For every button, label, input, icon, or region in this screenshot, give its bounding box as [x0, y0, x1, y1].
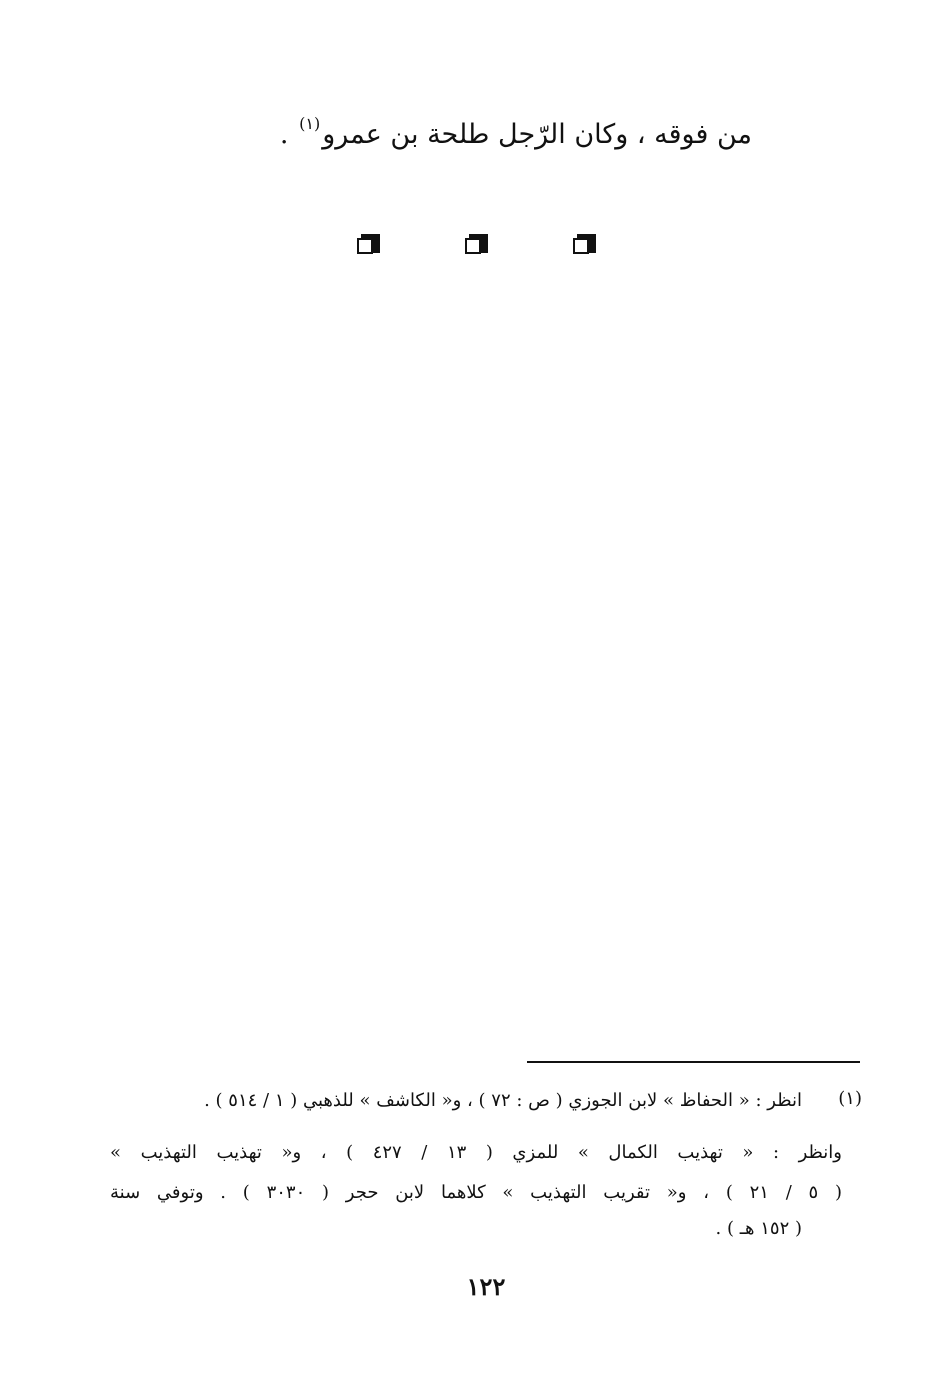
square-ornament-icon	[357, 234, 381, 258]
page-number: ١٢٢	[466, 1272, 506, 1301]
section-divider-ornaments	[357, 234, 597, 264]
body-text-end: .	[279, 119, 298, 150]
square-ornament-icon	[573, 234, 597, 258]
footnote-separator	[527, 1061, 860, 1063]
footnote-line-2: وانظر : « تهذيب الكمال » للمزي ( ١٣ / ٤٢٧ ) ، و« تهذيب التهذيب »	[110, 1142, 842, 1163]
body-text: من فوقه ، وكان الرّجل طلحة بن عمرو	[322, 119, 752, 150]
footnote-line-4: ( ١٥٢ هـ ) .	[715, 1218, 802, 1239]
footnote-line-3: ( ٥ / ٢١ ) ، و« تقريب التهذيب » كلاهما لابن حجر ( ٣٠٣٠ ) . وتوفي سنة	[110, 1182, 843, 1203]
body-text-line	[280, 100, 752, 159]
footnote-line-1: انظر : « الحفاظ » لابن الجوزي ( ص : ٧٢ ) ، و« الكاشف » للذهبي ( ١ / ٥١٤ ) .	[204, 1090, 802, 1111]
square-ornament-icon	[465, 234, 489, 258]
footnote-reference: (١)	[299, 114, 321, 133]
footnote-number: (١)	[838, 1088, 862, 1109]
